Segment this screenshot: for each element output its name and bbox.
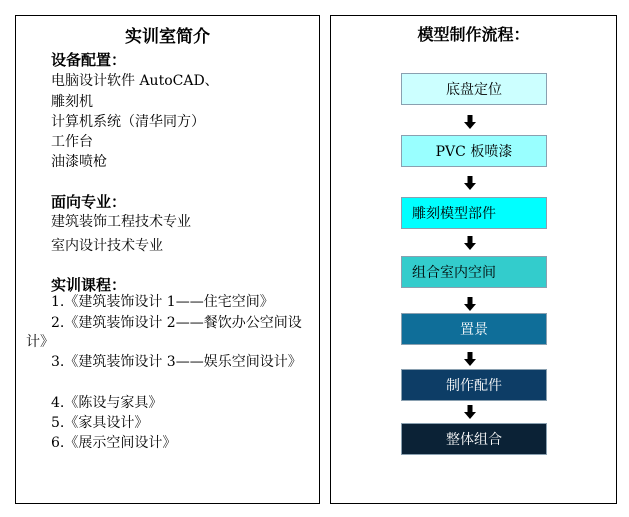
down-arrow-icon xyxy=(464,236,476,250)
course-item: 6.《展示空间设计》 xyxy=(51,435,177,451)
course-item: 3.《建筑装饰设计 3——娱乐空间设计》 xyxy=(51,354,302,370)
down-arrow-icon xyxy=(464,297,476,311)
process-step-pvc-painting: PVC 板喷漆 xyxy=(401,135,547,167)
process-step-carve-parts: 雕刻模型部件 xyxy=(401,197,547,229)
model-process-title: 模型制作流程： xyxy=(417,25,530,44)
course-item: 1.《建筑装饰设计 1——住宅空间》 xyxy=(51,294,274,310)
course-heading: 实训课程： xyxy=(51,276,127,294)
down-arrow-icon xyxy=(464,405,476,419)
equipment-heading: 设备配置： xyxy=(51,51,127,69)
equipment-item: 工作台 xyxy=(51,134,93,150)
lab-intro-title: 实训室简介 xyxy=(125,27,210,47)
equipment-item: 油漆喷枪 xyxy=(51,154,107,170)
major-item: 建筑装饰工程技术专业 xyxy=(51,214,191,230)
course-item: 2.《建筑装饰设计 2——餐饮办公空间设计》 xyxy=(26,315,302,350)
process-step-assemble-interior: 组合室内空间 xyxy=(401,256,547,288)
process-step-chassis-positioning: 底盘定位 xyxy=(401,73,547,105)
equipment-item: 雕刻机 xyxy=(51,94,93,110)
process-step-final-assembly: 整体组合 xyxy=(401,423,547,455)
lab-intro-panel xyxy=(15,15,320,504)
model-process-panel xyxy=(330,15,617,504)
course-item: 4.《陈设与家具》 xyxy=(51,395,163,411)
major-heading: 面向专业： xyxy=(51,193,127,211)
process-step-make-accessories: 制作配件 xyxy=(401,369,547,401)
course-item: 5.《家具设计》 xyxy=(51,415,149,431)
major-item: 室内设计技术专业 xyxy=(51,238,163,254)
equipment-item: 电脑设计软件 AutoCAD、 xyxy=(51,73,219,89)
down-arrow-icon xyxy=(464,176,476,190)
down-arrow-icon xyxy=(464,352,476,366)
down-arrow-icon xyxy=(464,115,476,129)
equipment-item: 计算机系统（清华同方） xyxy=(51,114,205,130)
process-step-scenery: 置景 xyxy=(401,313,547,345)
